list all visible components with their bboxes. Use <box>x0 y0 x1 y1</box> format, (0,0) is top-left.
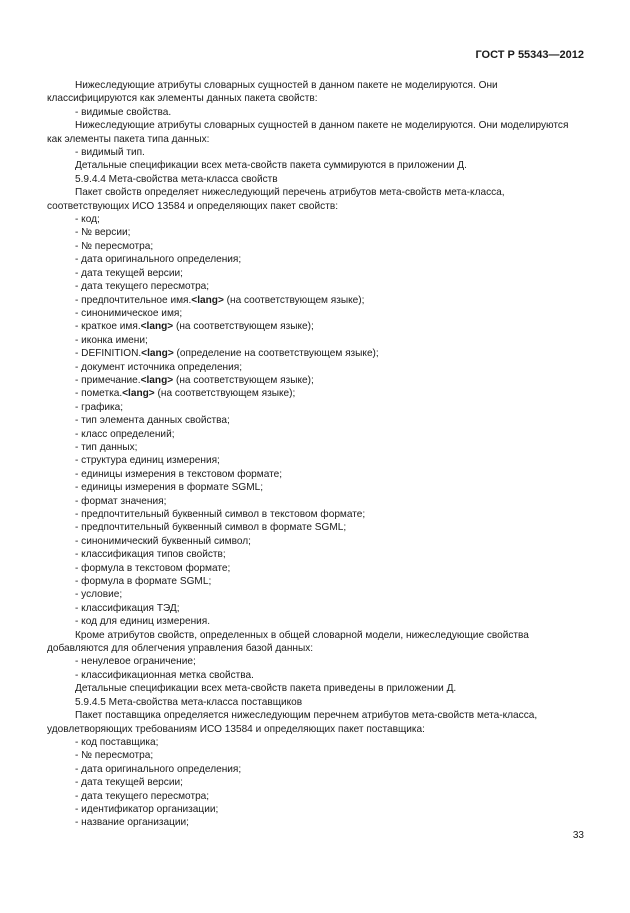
list-item: - № версии; <box>75 227 131 239</box>
list-item: - дата текущей версии; <box>75 267 183 279</box>
list-item: - предпочтительный буквенный символ в формате SGML; <box>75 522 347 534</box>
list-item: - название организации; <box>75 817 189 829</box>
list-item <box>47 387 584 400</box>
list-item: - графика; <box>75 401 124 413</box>
list-item: - предпочтительный буквенный символ в текстовом формате; <box>75 509 366 520</box>
item-text: - краткое имя. <box>75 321 141 333</box>
list-item: - синонимический буквенный символ; <box>75 535 251 547</box>
list-item: - единицы измерения в формате SGML; <box>75 482 264 494</box>
list-item: - синонимическое имя; <box>75 307 183 319</box>
section-heading: 5.9.4.4 Мета-свойства мета-класса свойств <box>75 173 278 185</box>
paragraph: Детальные спецификации всех мета-свойств пакета приведены в приложении Д. <box>75 683 457 695</box>
list-item: - формат значения; <box>75 495 167 507</box>
list-item <box>47 374 584 387</box>
item-text: (на соответствующем языке); <box>154 388 296 400</box>
list-item: - классификационная метка свойства. <box>75 669 254 681</box>
lang-tag: <lang> <box>122 388 155 400</box>
lang-tag: <lang> <box>140 374 174 386</box>
list-item: - иконка имени; <box>75 334 148 346</box>
list-item: - код; <box>75 214 100 226</box>
item-text: (на соответствующем языке); <box>173 374 314 386</box>
list-item: - дата оригинального определения; <box>75 254 242 266</box>
list-item: - дата текущего пересмотра; <box>75 281 210 293</box>
list-item: - дата текущего пересмотра; <box>75 790 210 802</box>
paragraph: Пакет свойств определяет нижеследующий перечень атрибутов мета-свойств мета-класса, соответствующих ИСО 13584 и определяющих пакет свойств: <box>47 187 505 212</box>
item-text: - предпочтительное имя. <box>75 294 192 306</box>
item-text: (на соответствующем языке); <box>223 294 365 306</box>
item-text: (определение на соответствующем языке); <box>173 348 379 360</box>
list-item: - тип данных; <box>75 441 138 453</box>
paragraph: Нижеследующие атрибуты словарных сущностей в данном пакете не моделируются. Они моделируются как элементы пакета типа данных: <box>47 120 569 145</box>
list-item: - идентификатор организации; <box>75 803 219 815</box>
page-number: 33 <box>572 830 584 841</box>
list-item: - код поставщика; <box>75 736 159 748</box>
list-item: - дата оригинального определения; <box>75 763 242 775</box>
list-item: - единицы измерения в текстовом формате; <box>75 468 283 480</box>
list-item: - № пересмотра; <box>75 750 154 762</box>
list-item: - документ источника определения; <box>75 361 243 373</box>
list-item: - классификация типов свойств; <box>75 549 226 561</box>
paragraph: Детальные спецификации всех мета-свойств пакета суммируются в приложении Д. <box>75 160 467 172</box>
list-item: - тип элемента данных свойства; <box>75 415 230 427</box>
paragraph: Нижеследующие атрибуты словарных сущностей в данном пакете не моделируются. Они классифицируются как элементы данных пакета свойств: <box>47 80 498 105</box>
paragraph: Кроме атрибутов свойств, определенных в общей словарной модели, нижеследующие свойства добавляются для облегчения управления базой данных: <box>47 629 529 655</box>
list-item: - дата текущей версии; <box>75 777 183 789</box>
page-body <box>47 79 584 830</box>
item-text: - примечание. <box>75 374 141 386</box>
list-item <box>47 294 584 307</box>
item-text: (на соответствующем языке); <box>173 321 314 333</box>
list-item: - код для единиц измерения. <box>75 616 211 628</box>
item-text: - DEFINITION. <box>75 348 142 360</box>
list-item: - видимый тип. <box>75 147 145 159</box>
item-text: - пометка. <box>75 388 123 400</box>
paragraph: Пакет поставщика определяется нижеследующим перечнем атрибутов мета-свойств мета-класса, удовлетворяющих требованиям ИСО 13584 и определяющих пакет поставщика: <box>47 710 538 735</box>
list-item: - формула в формате SGML; <box>75 576 212 588</box>
list-item: - условие; <box>75 589 123 601</box>
list-item: - классификация ТЭД; <box>75 602 180 614</box>
list-item: - № пересмотра; <box>75 240 154 252</box>
document-header: ГОСТ Р 55343—2012 <box>475 49 584 61</box>
list-item: - структура единиц измерения; <box>75 455 220 467</box>
list-item: - формула в текстовом формате; <box>75 562 231 574</box>
list-item <box>47 347 584 360</box>
list-item <box>47 320 584 333</box>
list-item: - класс определений; <box>75 428 175 440</box>
list-item: - ненулевое ограничение; <box>75 656 196 668</box>
section-heading: 5.9.4.5 Мета-свойства мета-класса поставщиков <box>75 696 303 708</box>
lang-tag: <lang> <box>140 321 174 333</box>
lang-tag: <lang> <box>191 294 224 306</box>
lang-tag: <lang> <box>141 348 174 360</box>
list-item: - видимые свойства. <box>75 106 172 118</box>
